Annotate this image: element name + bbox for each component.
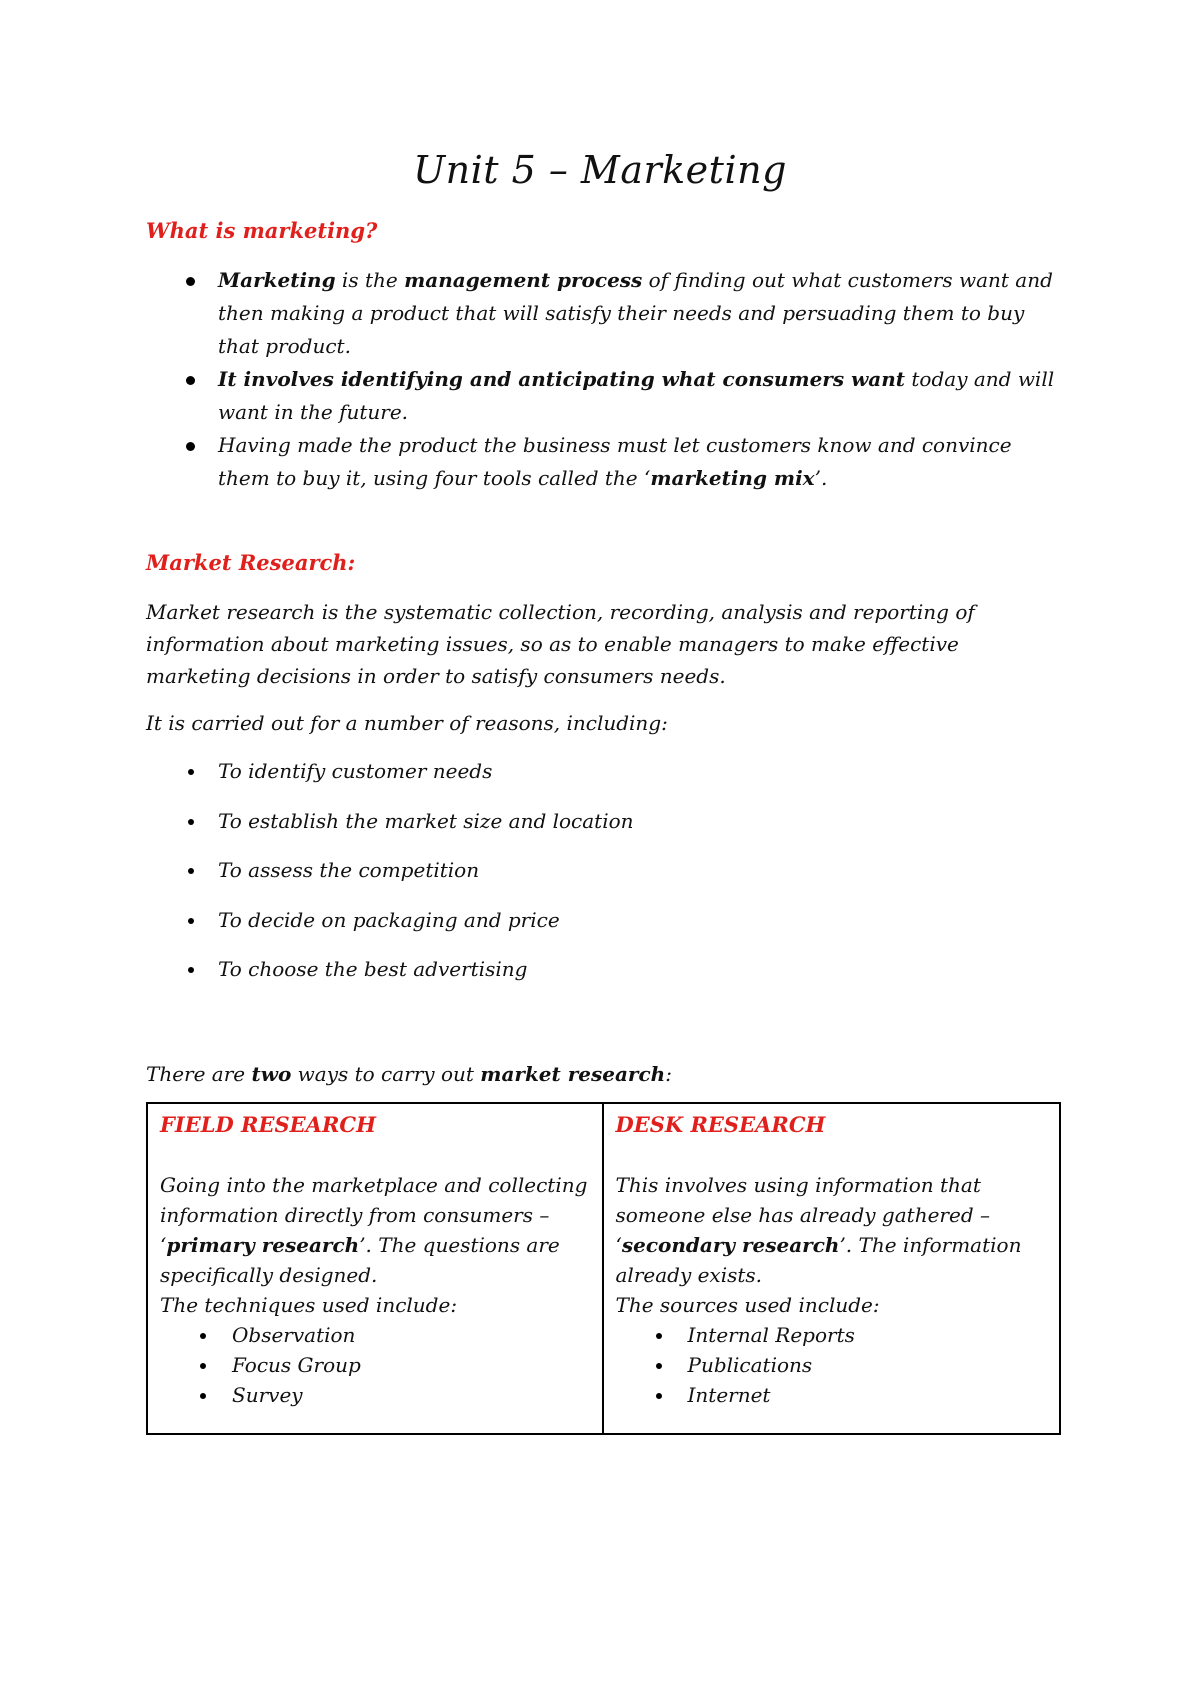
bullet-icon bbox=[188, 868, 194, 874]
reason-text: To establish the market size and location bbox=[218, 808, 634, 833]
research-comparison-table bbox=[146, 1102, 1061, 1435]
bullet-icon bbox=[200, 1393, 206, 1399]
bullet-icon bbox=[186, 376, 195, 385]
section-heading-what-is-marketing: What is marketing? bbox=[146, 218, 378, 243]
bold-term: market research bbox=[480, 1062, 666, 1086]
text-run: ’. The information already exists. bbox=[615, 1233, 1022, 1287]
marketing-definition-list bbox=[146, 264, 1066, 495]
bullet-icon bbox=[656, 1393, 662, 1399]
section-heading-market-research: Market Research: bbox=[146, 550, 356, 575]
list-item bbox=[616, 1380, 1048, 1410]
list-item bbox=[160, 1380, 590, 1410]
technique-text: Observation bbox=[232, 1323, 356, 1347]
text-run: : bbox=[665, 1062, 672, 1086]
desk-sources-label: The sources used include: bbox=[615, 1293, 880, 1317]
list-item bbox=[146, 954, 634, 1004]
source-text: Internal Reports bbox=[687, 1323, 855, 1347]
field-techniques-list bbox=[160, 1320, 590, 1410]
field-techniques-label: The techniques used include: bbox=[160, 1293, 458, 1317]
two-ways-sentence bbox=[146, 1058, 1026, 1090]
bullet-icon bbox=[188, 967, 194, 973]
reason-text: To choose the best advertising bbox=[218, 957, 528, 981]
list-item bbox=[146, 806, 634, 856]
text-run: This involves using information that someone else has already gathered – ‘ bbox=[615, 1173, 990, 1257]
list-item bbox=[616, 1320, 1048, 1350]
list-item bbox=[160, 1350, 590, 1380]
reasons-intro: It is carried out for a number of reasons, including: bbox=[146, 711, 668, 735]
text-run: There are bbox=[146, 1062, 252, 1086]
source-text: Publications bbox=[687, 1353, 813, 1377]
technique-text: Focus Group bbox=[232, 1353, 361, 1377]
list-item bbox=[146, 756, 634, 806]
list-item bbox=[146, 855, 634, 905]
text-run: Going into the marketplace and collecting information directly from consumers – ‘ bbox=[160, 1173, 588, 1257]
text-run: ways to carry out bbox=[291, 1062, 481, 1086]
market-research-definition: Market research is the systematic collection, recording, analysis and reporting of information about marketing issues, so as to enable managers to make effective marketing decisions in order to satisfy consumers needs. bbox=[146, 600, 975, 688]
bullet-icon bbox=[186, 442, 195, 451]
bullet-icon bbox=[188, 769, 194, 775]
text-run: ’. bbox=[814, 466, 828, 490]
reasons-list bbox=[146, 756, 634, 1004]
bold-term: marketing mix bbox=[650, 466, 815, 490]
bold-term: secondary research bbox=[621, 1233, 840, 1257]
bullet-icon bbox=[200, 1333, 206, 1339]
bullet-icon bbox=[656, 1363, 662, 1369]
field-research-cell bbox=[148, 1104, 604, 1433]
bullet-icon bbox=[200, 1363, 206, 1369]
source-text: Internet bbox=[687, 1383, 771, 1407]
bullet-icon bbox=[656, 1333, 662, 1339]
desk-research-cell bbox=[604, 1104, 1060, 1433]
reason-text: To decide on packaging and price bbox=[218, 907, 560, 932]
text-run: ’. The questions are specifically designed. bbox=[160, 1233, 560, 1287]
page-title: Unit 5 – Marketing bbox=[413, 148, 787, 192]
bold-term: two bbox=[251, 1062, 292, 1086]
list-item bbox=[146, 429, 1066, 495]
list-item bbox=[160, 1320, 590, 1350]
text-run: today and will want in the future. bbox=[218, 367, 1055, 424]
bold-term: primary research bbox=[166, 1233, 360, 1257]
text-run: of finding out what customers want and then making a product that will satisfy their needs and persuading them to buy that product. bbox=[218, 268, 1053, 358]
list-item bbox=[146, 264, 1066, 363]
bold-term: Marketing bbox=[218, 268, 336, 292]
bold-term: It involves identifying and anticipating what consumers want bbox=[218, 367, 906, 391]
technique-text: Survey bbox=[232, 1383, 303, 1407]
desk-research-title: DESK RESEARCH bbox=[615, 1112, 826, 1137]
list-item bbox=[616, 1350, 1048, 1380]
text-run: Having made the product the business must let customers know and convince them to buy it, using four tools called the ‘ bbox=[218, 433, 1012, 490]
reason-text: To identify customer needs bbox=[218, 759, 493, 783]
bullet-icon bbox=[186, 277, 195, 286]
field-research-description bbox=[160, 1170, 590, 1290]
text-run: is the bbox=[335, 268, 405, 292]
field-research-title: FIELD RESEARCH bbox=[160, 1112, 376, 1137]
list-item bbox=[146, 363, 1066, 429]
desk-sources-list bbox=[616, 1320, 1048, 1410]
bullet-icon bbox=[188, 819, 194, 825]
reason-text: To assess the competition bbox=[218, 858, 480, 882]
list-item bbox=[146, 905, 634, 955]
desk-research-description bbox=[616, 1170, 1048, 1290]
bold-term: management process bbox=[404, 268, 643, 292]
bullet-icon bbox=[188, 918, 194, 924]
